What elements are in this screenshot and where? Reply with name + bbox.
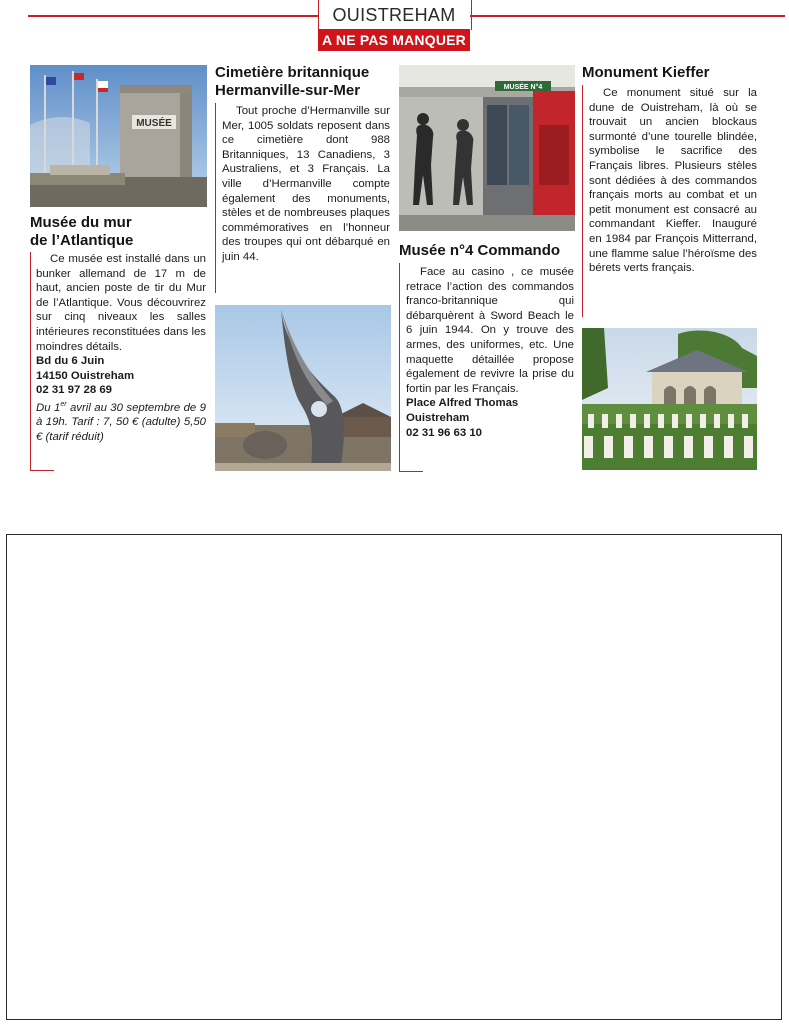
section-ribbon: A NE PAS MANQUER bbox=[318, 29, 470, 51]
column-rule bbox=[399, 263, 400, 471]
column-rule bbox=[215, 103, 216, 293]
article-text: Ce monument situé sur la dune de Ouistreham, là où se trouvait un ancien blockaus surmonté d’une tourelle blindée, symbolise le sacrifice des Français libres. Plusieurs stèles sont dédiées à des commandos français morts au combat et un petit monument est consacré au commandant Kieffer. Inauguré en 1984 par François Mitterrand, une flamme salue l’héroïsme des bérets verts français. bbox=[589, 87, 757, 275]
header-rule-left bbox=[28, 15, 318, 17]
article-body-kieffer bbox=[589, 86, 757, 276]
title-line: Hermanville-sur-Mer bbox=[215, 82, 361, 99]
town-name: OUISTREHAM bbox=[332, 5, 456, 25]
article-body-cimetiere bbox=[222, 104, 390, 265]
column-rule bbox=[30, 252, 31, 470]
article-text: Ce musée est installé dans un bunker allemand de 17 m de haut, ancien poste de tir du Mur de l’Atlantique. Vous découvrirez sur cinq niveaux les salles intérieures reconstituées dans les moindres détails. bbox=[36, 253, 206, 353]
column-rule-bottom bbox=[30, 470, 54, 471]
article-body-atlantique bbox=[36, 252, 206, 445]
title-line: de l’Atlantique bbox=[30, 232, 134, 249]
address-line: Bd du 6 Juin bbox=[36, 355, 105, 368]
article-title-kieffer bbox=[582, 64, 762, 82]
article-title-commando bbox=[399, 242, 579, 260]
header-rule-right bbox=[470, 15, 785, 17]
hours-sup: er bbox=[60, 400, 67, 408]
phone-number: 02 31 97 28 69 bbox=[36, 384, 113, 397]
column-rule-bottom bbox=[399, 471, 423, 472]
address-city: Ouistreham bbox=[406, 411, 470, 424]
address-city: 14150 Ouistreham bbox=[36, 369, 135, 382]
kieffer-monument-photo bbox=[215, 305, 391, 471]
article-text: Tout proche d’Hermanville sur Mer, 1005 soldats reposent dans ce cimetière dont 988 Britanniques, 13 Canadiens, 3 Australiens, et 3 Français. La ville d’Hermanville compte également des monuments, stèles et de nombreuses plaques commémoratives en l’honneur des troupes qui ont débarqué en juin 44. bbox=[222, 105, 390, 263]
museum-sign-text: MUSÉE bbox=[136, 118, 172, 129]
commando-museum-photo bbox=[399, 65, 575, 231]
opening-hours bbox=[36, 398, 206, 445]
title-line: Monument Kieffer bbox=[582, 64, 710, 81]
commando-sign-text: MUSÉE N°4 bbox=[503, 84, 543, 91]
ad-space-frame bbox=[6, 534, 782, 1020]
phone-number: 02 31 96 63 10 bbox=[406, 426, 483, 439]
title-line: Musée n°4 Commando bbox=[399, 242, 561, 259]
address-line: Place Alfred Thomas bbox=[406, 397, 519, 410]
hours-rest: avril au 30 septembre de 9 à 19h. Tarif : 7, 50 € (adulte) 5,50 € (tarif réduit) bbox=[36, 401, 207, 443]
bunker-museum-photo bbox=[30, 65, 207, 207]
title-line: Musée du mur bbox=[30, 214, 132, 231]
article-body-commando bbox=[406, 265, 574, 440]
cemetery-photo bbox=[582, 328, 757, 470]
title-line: Cimetière britannique bbox=[215, 64, 370, 81]
article-title-atlantique bbox=[30, 214, 210, 250]
article-text: Face au casino , ce musée retrace l’action des commandos franco-britannique qui débarquèrent à Sword Beach le 6 juin 1944. On y trouve des armes, des uniformes, etc. Une maquette détaillée propose également de revivre la prise du fortin par les Français. bbox=[406, 266, 574, 395]
article-title-cimetiere bbox=[215, 64, 395, 100]
column-rule bbox=[582, 85, 583, 317]
hours-prefix: Du 1 bbox=[36, 401, 61, 414]
